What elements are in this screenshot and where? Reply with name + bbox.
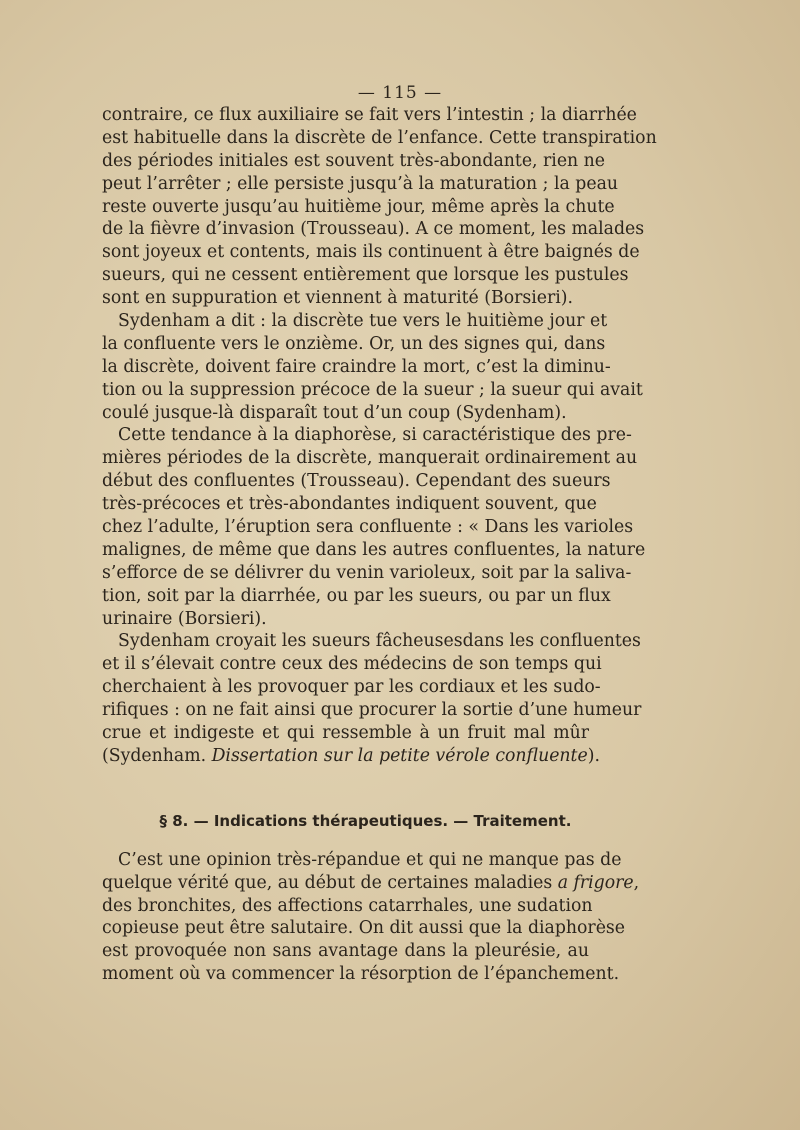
text-line: crue et indigeste et qui ressemble à un fruit mal mûr <box>102 723 589 744</box>
text-line: de la fièvre d’invasion (Trousseau). A ce moment, les malades <box>102 219 645 240</box>
text-line: copieuse peut être salutaire. On dit aussi que la diaphorèse <box>102 918 626 939</box>
text-line: tion ou la suppression précoce de la sueur ; la sueur qui avait <box>102 379 643 400</box>
text-line: la discrète, doivent faire craindre la mort, c’est la diminu- <box>102 356 611 377</box>
text-line: contraire, ce flux auxiliaire se fait vers l’intestin ; la diarrhée <box>102 105 637 125</box>
text-line: reste ouverte jusqu’au huitième jour, même après la chute <box>102 196 615 217</box>
page-number: — 115 — <box>357 83 443 103</box>
text-line: chez l’adulte, l’éruption sera confluente : « Dans les varioles <box>102 517 634 538</box>
citation-suffix: ). <box>587 745 600 766</box>
text-line: sueurs, qui ne cessent entièrement que lorsque les pustules <box>102 265 629 286</box>
text-line: Cette tendance à la diaphorèse, si caractéristique des pre- <box>118 425 632 446</box>
text-segment: quelque vérité que, au début de certaines maladies <box>102 872 558 893</box>
text-line: très-précoces et très-abondantes indiquent souvent, que <box>102 494 597 515</box>
text-line: des périodes initiales est souvent très-abondante, rien ne <box>102 150 606 171</box>
citation-line <box>102 745 600 768</box>
text-segment: , <box>633 872 640 893</box>
text-line: cherchaient à les provoquer par les cordiaux et les sudo- <box>102 677 601 698</box>
text-line: moment où va commencer la résorption de l’épanchement. <box>102 964 620 985</box>
text-line: peut l’arrêter ; elle persiste jusqu’à la maturation ; la peau <box>102 173 618 194</box>
text-line: est provoquée non sans avantage dans la pleurésie, au <box>102 941 589 962</box>
text-line: rifiques : on ne fait ainsi que procurer la sortie d’une humeur <box>102 700 642 721</box>
text-line: Sydenham a dit : la discrète tue vers le huitième jour et <box>118 311 608 332</box>
text-line: tion, soit par la diarrhée, ou par les sueurs, ou par un flux <box>102 585 611 606</box>
text-line: la confluente vers le onzième. Or, un des signes qui, dans <box>102 333 606 354</box>
text-line: s’efforce de se délivrer du venin varioleux, soit par la saliva- <box>102 562 632 583</box>
body-text <box>102 104 657 986</box>
section-heading: § 8. — Indications thérapeutiques. — Traitement. <box>159 811 572 830</box>
text-line: Sydenham croyait les sueurs fâcheusesdans les confluentes <box>118 631 641 652</box>
citation-title: Dissertation sur la petite vérole confluente <box>211 745 588 766</box>
text-line: sont joyeux et contents, mais ils continuent à être baignés de <box>102 242 640 263</box>
text-line: sont en suppuration et viennent à maturité (Borsieri). <box>102 288 574 309</box>
text-line <box>102 872 640 895</box>
citation-prefix: (Sydenham. <box>102 745 212 766</box>
text-line: début des confluentes (Trousseau). Cependant des sueurs <box>102 471 611 492</box>
text-line: et il s’élevait contre ceux des médecins de son temps qui <box>102 654 602 675</box>
text-line: est habituelle dans la discrète de l’enfance. Cette transpiration <box>102 127 657 148</box>
latin-term: a frigore <box>557 872 634 893</box>
text-line: C’est une opinion très-répandue et qui ne manque pas de <box>118 849 622 870</box>
text-line: mières périodes de la discrète, manquerait ordinairement au <box>102 448 638 469</box>
text-line: urinaire (Borsieri). <box>102 608 267 629</box>
text-line: coulé jusque-là disparaît tout d’un coup (Sydenham). <box>102 402 567 423</box>
text-line: des bronchites, des affections catarrhales, une sudation <box>102 895 593 916</box>
text-line: malignes, de même que dans les autres confluentes, la nature <box>102 539 646 560</box>
